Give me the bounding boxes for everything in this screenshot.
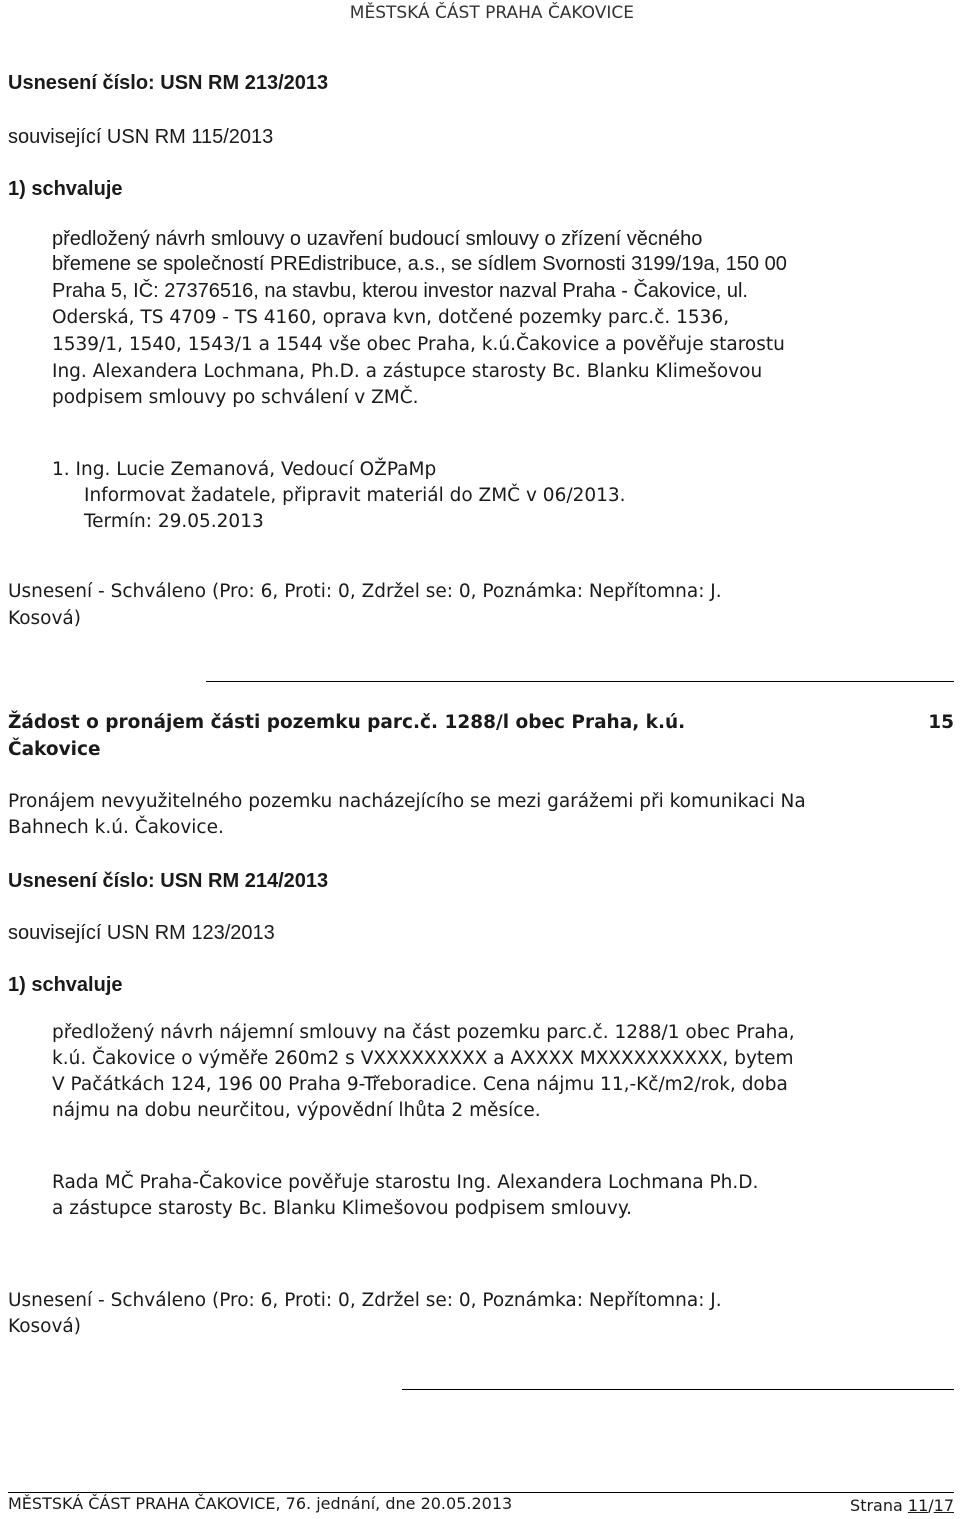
agenda-description: Pronájem nevyužitelného pozemku nacházejícího se mezi garážemi při komunikaci Na bbox=[8, 791, 806, 812]
body-line: podpisem smlouvy po schválení v ZMČ. bbox=[52, 387, 419, 408]
resolution-number: Usnesení číslo: USN RM 213/2013 bbox=[8, 72, 329, 94]
page-total: 17 bbox=[933, 1496, 954, 1515]
body-line: Ing. Alexandera Lochmana, Ph.D. a zástupce starosty Bc. Blanku Klimešovou bbox=[52, 361, 763, 382]
page-label: Strana bbox=[850, 1496, 908, 1515]
body-line: břemene se společností PREdistribuce, a.s., se sídlem Svornosti 3199/19a, 150 00 bbox=[52, 253, 787, 275]
page-current: 11 bbox=[907, 1496, 929, 1515]
body-line: předložený návrh smlouvy o uzavření budoucí smlouvy o zřízení věcného bbox=[52, 228, 703, 250]
body-line: Oderská, TS 4709 - TS 4160, oprava kvn, dotčené pozemky parc.č. 1536, bbox=[52, 307, 730, 328]
footer-rule bbox=[8, 1492, 954, 1493]
agenda-description-cont: Bahnech k.ú. Čakovice. bbox=[8, 817, 224, 838]
approves-label: 1) schvaluje bbox=[8, 178, 123, 200]
mandate-text-cont: a zástupce starosty Bc. Blanku Klimešovou podpisem smlouvy. bbox=[52, 1198, 633, 1219]
task-text: Informovat žadatele, připravit materiál do ZMČ v 06/2013. bbox=[84, 485, 626, 506]
agenda-item-heading: Žádost o pronájem části pozemku parc.č. 1288/l obec Praha, k.ú. bbox=[8, 712, 686, 733]
task-deadline: Termín: 29.05.2013 bbox=[84, 511, 264, 532]
section-divider bbox=[206, 681, 954, 682]
page-header-title: MĚSTSKÁ ČÁST PRAHA ČAKOVICE bbox=[349, 3, 634, 23]
agenda-item-number: 15 bbox=[928, 712, 954, 733]
approves-label: 1) schvaluje bbox=[8, 974, 123, 996]
vote-result-cont: Kosová) bbox=[8, 1316, 81, 1337]
agenda-item-heading-cont: Čakovice bbox=[8, 739, 101, 760]
page-number bbox=[850, 1496, 954, 1515]
body-line: Praha 5, IČ: 27376516, na stavbu, kterou investor nazval Praha - Čakovice, ul. bbox=[52, 280, 748, 302]
body-line: předložený návrh nájemní smlouvy na část pozemku parc.č. 1288/1 obec Praha, bbox=[52, 1022, 795, 1043]
related-resolution: související USN RM 123/2013 bbox=[8, 922, 275, 944]
vote-result-cont: Kosová) bbox=[8, 608, 81, 629]
related-resolution: související USN RM 115/2013 bbox=[8, 126, 274, 148]
section-divider bbox=[402, 1389, 954, 1390]
page-separator: / bbox=[928, 1496, 934, 1515]
footer-text: MĚSTSKÁ ČÁST PRAHA ČAKOVICE, 76. jednání, dne 20.05.2013 bbox=[8, 1494, 513, 1513]
mandate-text: Rada MČ Praha-Čakovice pověřuje starostu Ing. Alexandera Lochmana Ph.D. bbox=[52, 1172, 759, 1193]
body-line: k.ú. Čakovice o výměře 260m2 s VXXXXXXXXX a AXXXX MXXXXXXXXXX, bytem bbox=[52, 1048, 794, 1069]
resolution-number: Usnesení číslo: USN RM 214/2013 bbox=[8, 870, 329, 892]
body-line: 1539/1, 1540, 1543/1 a 1544 vše obec Praha, k.ú.Čakovice a pověřuje starostu bbox=[52, 334, 785, 355]
vote-result: Usnesení - Schváleno (Pro: 6, Proti: 0, Zdržel se: 0, Poznámka: Nepřítomna: J. bbox=[8, 581, 722, 602]
task-assignee: 1. Ing. Lucie Zemanová, Vedoucí OŽPaMp bbox=[52, 459, 437, 480]
body-line: nájmu na dobu neurčitou, výpovědní lhůta 2 měsíce. bbox=[52, 1100, 541, 1121]
vote-result: Usnesení - Schváleno (Pro: 6, Proti: 0, Zdržel se: 0, Poznámka: Nepřítomna: J. bbox=[8, 1290, 722, 1311]
resolution-body bbox=[52, 1022, 954, 1132]
body-line: V Pačátkách 124, 196 00 Praha 9-Třeboradice. Cena nájmu 11,-Kč/m2/rok, doba bbox=[52, 1074, 788, 1095]
